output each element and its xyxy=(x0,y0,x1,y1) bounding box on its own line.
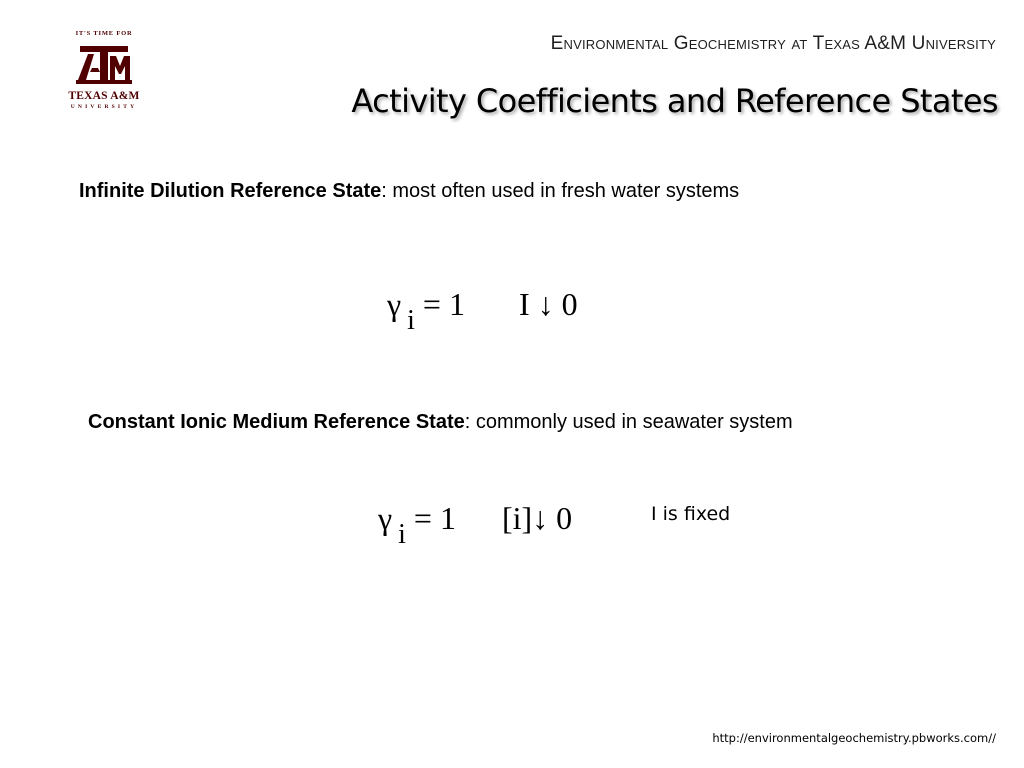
equals-one: = 1 xyxy=(413,500,456,536)
equals-one: = 1 xyxy=(422,286,465,322)
course-header: Environmental Geochemistry at Texas A&M University xyxy=(550,33,996,54)
limit-value: 0 xyxy=(561,286,578,322)
subscript-i: i xyxy=(407,305,415,336)
section-heading: Infinite Dilution Reference State xyxy=(79,180,382,202)
section-text: : most often used in fresh water systems xyxy=(381,180,740,202)
down-arrow-icon: ↓ xyxy=(532,500,549,536)
gamma-symbol: γ xyxy=(387,286,402,322)
tamu-logo xyxy=(58,30,150,116)
down-arrow-icon: ↓ xyxy=(537,286,554,322)
slide-title: Activity Coefficients and Reference States xyxy=(351,82,998,120)
note-i-is-fixed: I is fixed xyxy=(651,503,731,525)
condition-variable: I xyxy=(518,286,530,322)
section-constant-ionic-medium xyxy=(88,407,808,437)
footer-url: http://environmentalgeochemistry.pbworks.com// xyxy=(712,731,996,745)
section-heading: Constant Ionic Medium Reference State xyxy=(88,411,465,433)
logo-university: UNIVERSITY xyxy=(70,104,138,110)
equation-infinite-dilution xyxy=(387,286,578,336)
gamma-symbol: γ xyxy=(378,500,393,536)
condition-variable: [i] xyxy=(501,500,533,536)
logo-tagline: IT'S TIME FOR xyxy=(75,30,133,37)
subscript-i: i xyxy=(398,519,406,550)
section-infinite-dilution xyxy=(79,176,959,206)
logo-name: TEXAS A&M xyxy=(68,90,140,102)
atm-logo-icon xyxy=(74,40,134,88)
equation-constant-ionic-medium xyxy=(378,500,573,550)
section-text: : commonly used in seawater system xyxy=(464,411,793,433)
limit-value: 0 xyxy=(556,500,573,536)
